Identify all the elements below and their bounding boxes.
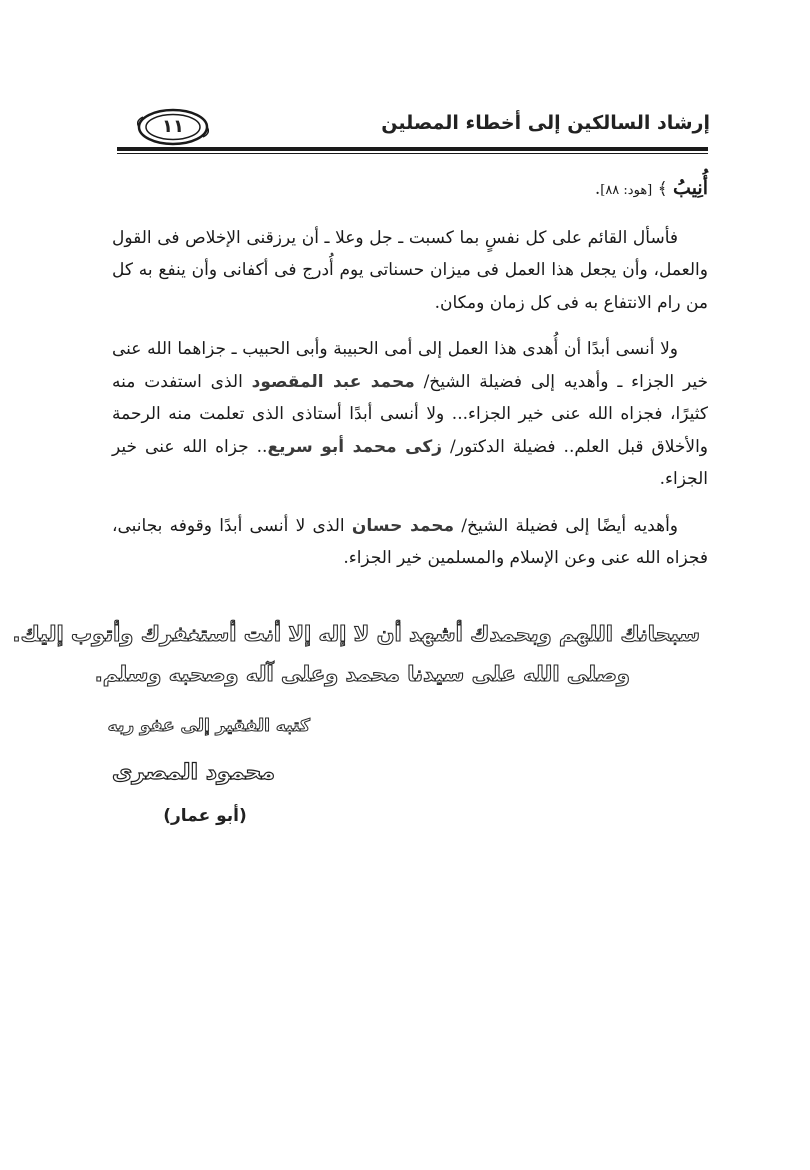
- paragraph-supplication: فأسأل القائم على كل نفسٍ بما كسبت ـ جل وعلا ـ أن يرزقنى الإخلاص فى القول والعمل، وأن يجعل هذا العمل فى ميزان حسناتى يوم أُدرج فى أكفانى وأن ينفع به كل من رام الانتفاع به فى كل زمان ومكان.: [112, 227, 708, 313]
- paragraph-dedication: [112, 333, 708, 496]
- verse-period: .: [594, 179, 601, 199]
- header-rule-thin: [117, 153, 708, 154]
- signature-written-by: كتبه الفقير إلى عفو ربه: [107, 716, 310, 736]
- header-rule-thick: [117, 147, 708, 151]
- page-number-ornament: [137, 107, 209, 147]
- dua-line-1: سبحانك اللهم وبحمدك أشهد أن لا إله إلا أنت أستغفرك وأتوب إليك.: [12, 622, 700, 646]
- verse-end-word: أُنِيبُ: [673, 177, 708, 199]
- sheikh-name-2: محمد حسان: [351, 515, 455, 536]
- body-text: [112, 172, 708, 575]
- dedication-text-c: .. جزاه الله عنى خير الجزاء.: [112, 436, 708, 489]
- verse-reference: [هود: ٨٨]: [600, 183, 653, 198]
- verse-closing-bracket: ﴾: [657, 179, 668, 199]
- author-name: محمود المصرى: [111, 760, 275, 785]
- dua-line-2: وصلى الله على سيدنا محمد وعلى آله وصحبه وسلم.: [94, 662, 630, 686]
- paragraph-dedication-2: [112, 510, 708, 575]
- dedication-text-b: الذى استفدت منه كثيرًا، فجزاه الله عنى خير الجزاء... ولا أنسى أبدًا أستاذى الذى تعلمت منه الرحمة والأخلاق قبل العلم.. فضيلة الدكتور/: [112, 371, 709, 457]
- verse-ending-line: [112, 172, 708, 208]
- author-kunya: (أبو عمار): [163, 806, 247, 826]
- page-number: ١١: [162, 116, 184, 137]
- running-title: إرشاد السالكين إلى أخطاء المصلين: [381, 112, 710, 134]
- doctor-name: زكى محمد أبو سريع: [267, 436, 443, 457]
- dedication-text-a: ولا أنسى أبدًا أن أُهدى هذا العمل إلى أمى الحبيبة وأبى الحبيب ـ جزاهما الله عنى خير الجزاء ـ وأهديه إلى فضيلة الشيخ/: [112, 339, 708, 392]
- dedication2-text-b: الذى لا أنسى أبدًا وقوفه بجانبى، فجزاه الله عنى وعن الإسلام والمسلمين خير الجزاء.: [112, 515, 708, 568]
- dedication2-text-a: وأهديه أيضًا إلى فضيلة الشيخ/: [454, 515, 678, 536]
- sheikh-name-1: محمد عبد المقصود: [251, 371, 415, 392]
